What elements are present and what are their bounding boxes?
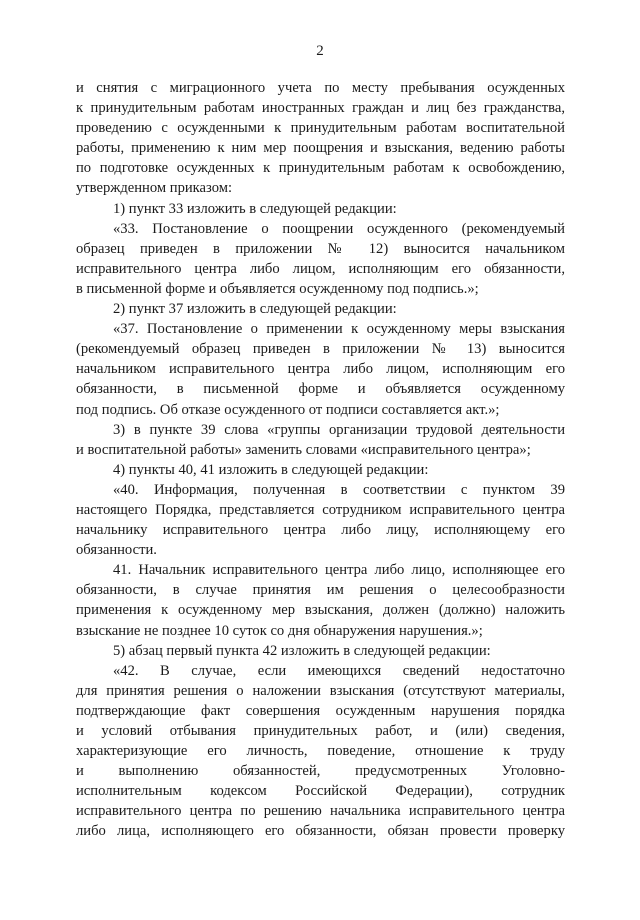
text-line: в письменной форме и объявляется осужденному под подпись.»; bbox=[76, 280, 479, 297]
text-line: образец приведен в приложении № 12) выносится начальником bbox=[76, 240, 565, 257]
text-line: характеризующие его личность, поведение, отношение к труду bbox=[76, 743, 565, 760]
text-line: исправительного центра либо лицом, исполняющим его обязанности, bbox=[76, 260, 565, 277]
text-line: и снятия с миграционного учета по месту пребывания осужденных bbox=[76, 80, 565, 96]
text-line: подтверждающие факт совершения осужденным нарушения порядка bbox=[76, 702, 565, 719]
text-line: 2) пункт 37 изложить в следующей редакции: bbox=[113, 301, 397, 318]
text-line: утвержденном приказом: bbox=[76, 180, 233, 197]
text-line: работы, применению к ним мер поощрения и взыскания, ведению работы bbox=[76, 140, 565, 157]
text-line: исполнительным кодексом Российской Федерации), сотрудник bbox=[76, 783, 565, 800]
text-line: применения к осужденному мер взыскания, должен (должно) наложить bbox=[76, 602, 565, 619]
text-line: либо лица, исполняющего его обязанности, обязан провести проверку bbox=[76, 823, 565, 840]
text-line: и выполнению обязанностей, предусмотренных Уголовно- bbox=[76, 763, 565, 780]
text-line: исправительного центра по решению начальника исправительного центра bbox=[76, 803, 565, 820]
text-line: взыскание не позднее 10 суток со дня обнаружения нарушения.»; bbox=[76, 622, 483, 639]
text-line: 5) абзац первый пункта 42 изложить в следующей редакции: bbox=[113, 642, 491, 659]
text-line: (рекомендуемый образец приведен в приложении № 13) выносится bbox=[76, 341, 565, 358]
text-line: и воспитательной работы» заменить словами «исправительного центра»; bbox=[76, 441, 531, 458]
text-line: настоящего Порядка, представляется сотрудником исправительного центра bbox=[76, 501, 565, 518]
text-line: начальнику исправительного центра либо лицу, исполняющему его bbox=[76, 522, 565, 539]
text-line: для принятия решения о наложении взыскания (отсутствуют материалы, bbox=[76, 682, 565, 699]
document-body bbox=[76, 78, 565, 842]
text-line: по подготовке осужденных к принудительным работам к освобождению, bbox=[76, 160, 565, 177]
text-line: проведению с осужденными к принудительным работам воспитательной bbox=[76, 120, 565, 137]
text-line: обязанности. bbox=[76, 542, 157, 559]
text-line: «42. В случае, если имеющихся сведений недостаточно bbox=[113, 662, 565, 679]
text-line: 41. Начальник исправительного центра либо лицо, исполняющее его bbox=[113, 562, 565, 579]
text-line: «37. Постановление о применении к осужденному меры взыскания bbox=[113, 321, 565, 338]
text-line: 1) пункт 33 изложить в следующей редакции: bbox=[113, 200, 397, 217]
text-line: обязанности, в письменной форме и объявляется осужденному bbox=[76, 381, 565, 398]
text-line: под подпись. Об отказе осужденного от подписи составляется акт.»; bbox=[76, 401, 500, 418]
page-number: 2 bbox=[316, 43, 324, 59]
text-line: «40. Информация, полученная в соответствии с пунктом 39 bbox=[113, 481, 565, 498]
text-line: обязанности, в случае принятия им решения о целесообразности bbox=[76, 582, 565, 599]
text-line: к принудительным работам иностранных граждан и лиц без гражданства, bbox=[76, 100, 565, 117]
text-line: 4) пункты 40, 41 изложить в следующей редакции: bbox=[113, 461, 429, 478]
text-line: и условий отбывания принудительных работ, и (или) сведения, bbox=[76, 723, 565, 739]
text-line: начальником исправительного центра либо лицом, исполняющим его bbox=[76, 361, 565, 378]
text-line: «33. Постановление о поощрении осужденного (рекомендуемый bbox=[113, 220, 565, 237]
text-line: 3) в пункте 39 слова «группы организации трудовой деятельности bbox=[113, 421, 565, 438]
